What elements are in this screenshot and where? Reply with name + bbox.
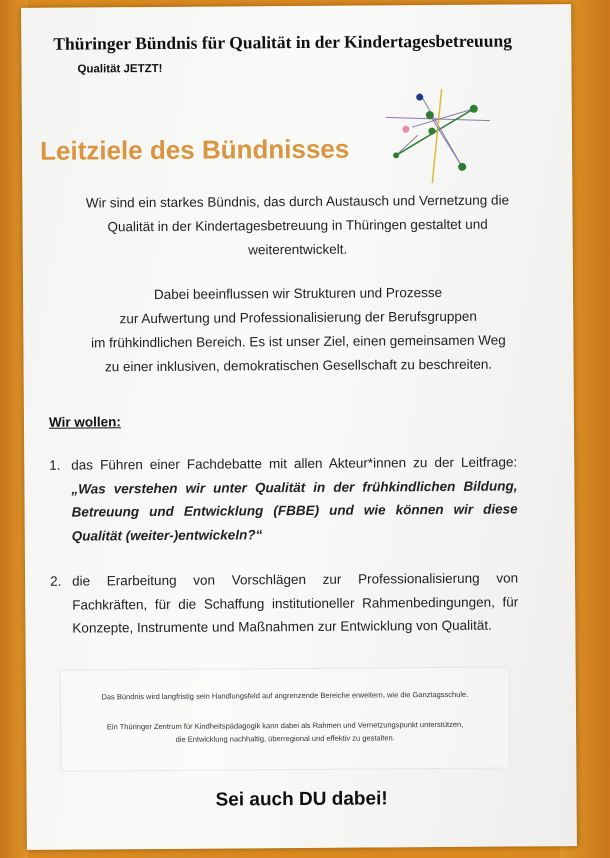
note-line: Das Bündnis wird langfristig sein Handlungsfeld auf angrenzende Bereiche erweitern, wie die Ganztagsschule. [101, 689, 469, 702]
note-line: die Entwicklung nachhaltig, überregional und effektiv zu gestalten. [175, 733, 395, 744]
text-line: Dabei beeinflussen wir Strukturen und Prozesse [153, 284, 443, 303]
main-heading: Leitziele des Bündnisses [39, 133, 350, 166]
list-item-text [71, 450, 518, 547]
intro-paragraph [32, 188, 562, 264]
call-to-action: Sei auch DU dabei! [215, 788, 388, 811]
text-line: zu einer inklusiven, demokratischen Gesellschaft zu beschreiten. [104, 356, 493, 375]
text-line: zur Aufwertung und Professionalisierung der Berufsgruppen [119, 308, 477, 327]
note-line: Ein Thüringer Zentrum für Kindheitspädagogik kann dabei als Rahmen und Vernetzungspunkt unterstützen, [106, 719, 464, 732]
note-paragraph [61, 718, 509, 747]
list-item [49, 450, 518, 547]
list-item-text: die Erarbeitung von Vorschlägen zur Professionalisierung von Fachkräften, für die Schaffung institutioneller Rahmenbedingungen, für Konzepte, Instrumente und Maßnahmen zur Entwicklung von Qualität. [72, 570, 519, 636]
org-title: Thüringer Bündnis für Qualität in der Kindertagesbetreuung [53, 30, 513, 54]
goals-paragraph [33, 280, 564, 380]
note-box [60, 667, 511, 772]
poster-sheet [21, 4, 577, 850]
text-line: weiterentwickelt. [248, 241, 348, 258]
text-line: Qualität in der Kindertagesbetreuung in Thüringen gestaltet und [107, 216, 488, 235]
org-subtitle: Qualität JETZT! [77, 62, 163, 76]
list-item [50, 566, 518, 640]
text-line: im frühkindlichen Bereich. Es ist unser Ziel, einen gemeinsamen Weg [90, 332, 506, 351]
text-line: Wir sind ein starkes Bündnis, das durch Austausch und Vernetzung die [85, 192, 510, 211]
list-item-intro: das Führen einer Fachdebatte mit allen Akteur*innen zu der Leitfrage: [71, 454, 518, 473]
list-item-number: 2. [50, 573, 62, 589]
network-graph-logo-icon [382, 87, 503, 188]
guiding-question: „Was verstehen wir unter Qualität in der frühkindlichen Bildung, Betreuung und Entwicklung (FBBE) und wie können wir diese Qualität (weiter-)entwickeln?“ [71, 477, 518, 544]
list-item-number: 1. [49, 457, 61, 473]
wir-wollen-heading: Wir wollen: [48, 414, 121, 430]
